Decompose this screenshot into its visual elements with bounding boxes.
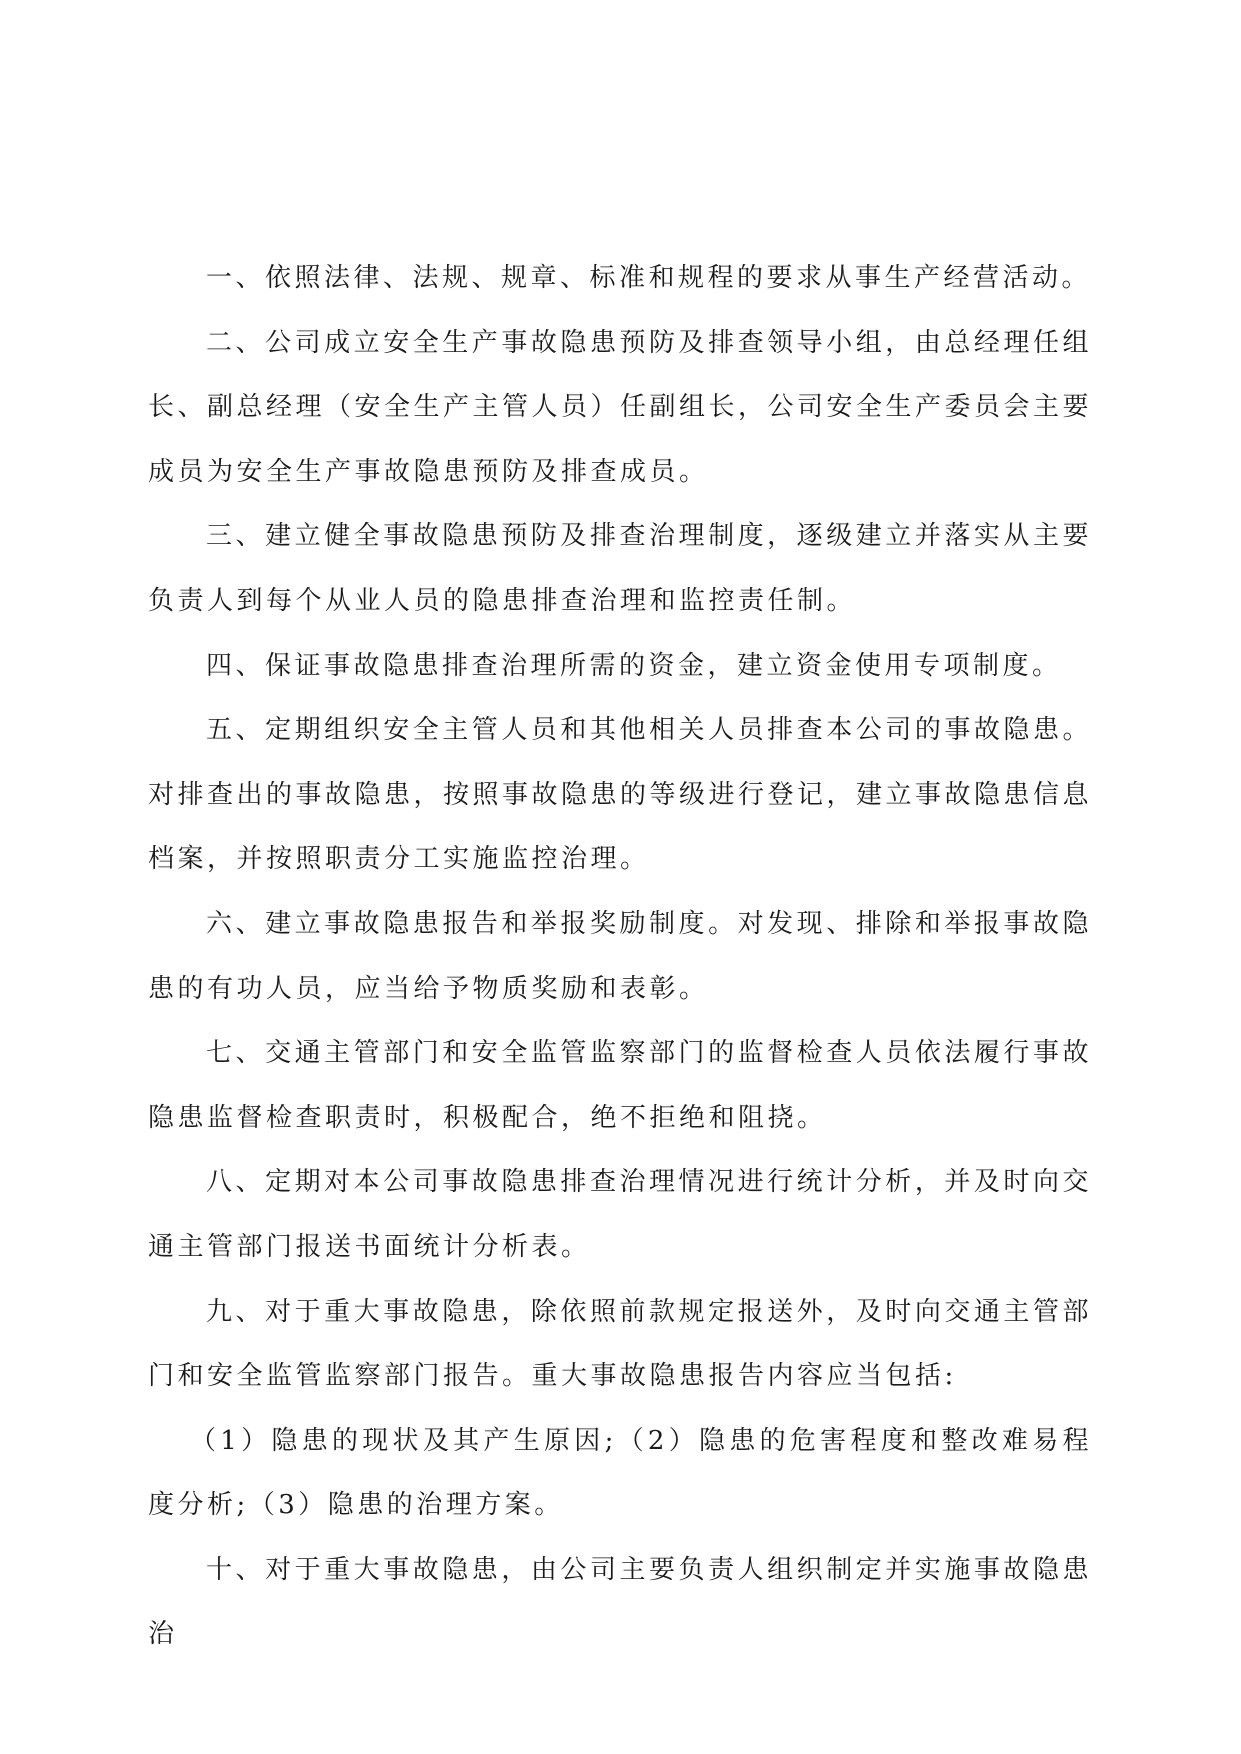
paragraph-8: 八、定期对本公司事故隐患排查治理情况进行统计分析，并及时向交通主管部门报送书面统计分析表。 — [148, 1167, 1092, 1262]
paragraph-3: 三、建立健全事故隐患预防及排查治理制度，逐级建立并落实从主要负责人到每个从业人员的隐患排查治理和监控责任制。 — [148, 521, 1092, 616]
paragraph-9: 九、对于重大事故隐患，除依照前款规定报送外，及时向交通主管部门和安全监管监察部门报告。重大事故隐患报告内容应当包括: — [148, 1296, 1092, 1392]
paragraph-5: 五、定期组织安全主管人员和其他相关人员排查本公司的事故隐患。对排查出的事故隐患，按照事故隐患的等级进行登记，建立事故隐患信息档案，并按照职责分工实施监控治理。 — [148, 715, 1093, 875]
paragraph-4: 四、保证事故隐患排查治理所需的资金，建立资金使用专项制度。 — [206, 650, 1062, 681]
paragraph-7: 七、交通主管部门和安全监管监察部门的监督检查人员依法履行事故隐患监督检查职责时，积极配合，绝不拒绝和阻挠。 — [148, 1038, 1092, 1133]
paragraph-2: 二、公司成立安全生产事故隐患预防及排查领导小组，由总经理任组长、副总经理（安全生产主管人员）任副组长，公司安全生产委员会主要成员为安全生产事故隐患预防及排查成员。 — [148, 327, 1093, 487]
paragraph-10: 十、对于重大事故隐患，由公司主要负责人组织制定并实施事故隐患治 — [148, 1554, 1092, 1650]
document-body — [148, 246, 1092, 1667]
paragraph-9-items: （1）隐患的现状及其产生原因;（2）隐患的危害程度和整改难易程度分析;（3）隐患的治理方案。 — [148, 1425, 1092, 1521]
paragraph-1: 一、依照法律、法规、规章、标准和规程的要求从事生产经营活动。 — [206, 263, 1092, 293]
paragraph-6: 六、建立事故隐患报告和举报奖励制度。对发现、排除和举报事故隐患的有功人员，应当给予物质奖励和表彰。 — [148, 908, 1092, 1004]
